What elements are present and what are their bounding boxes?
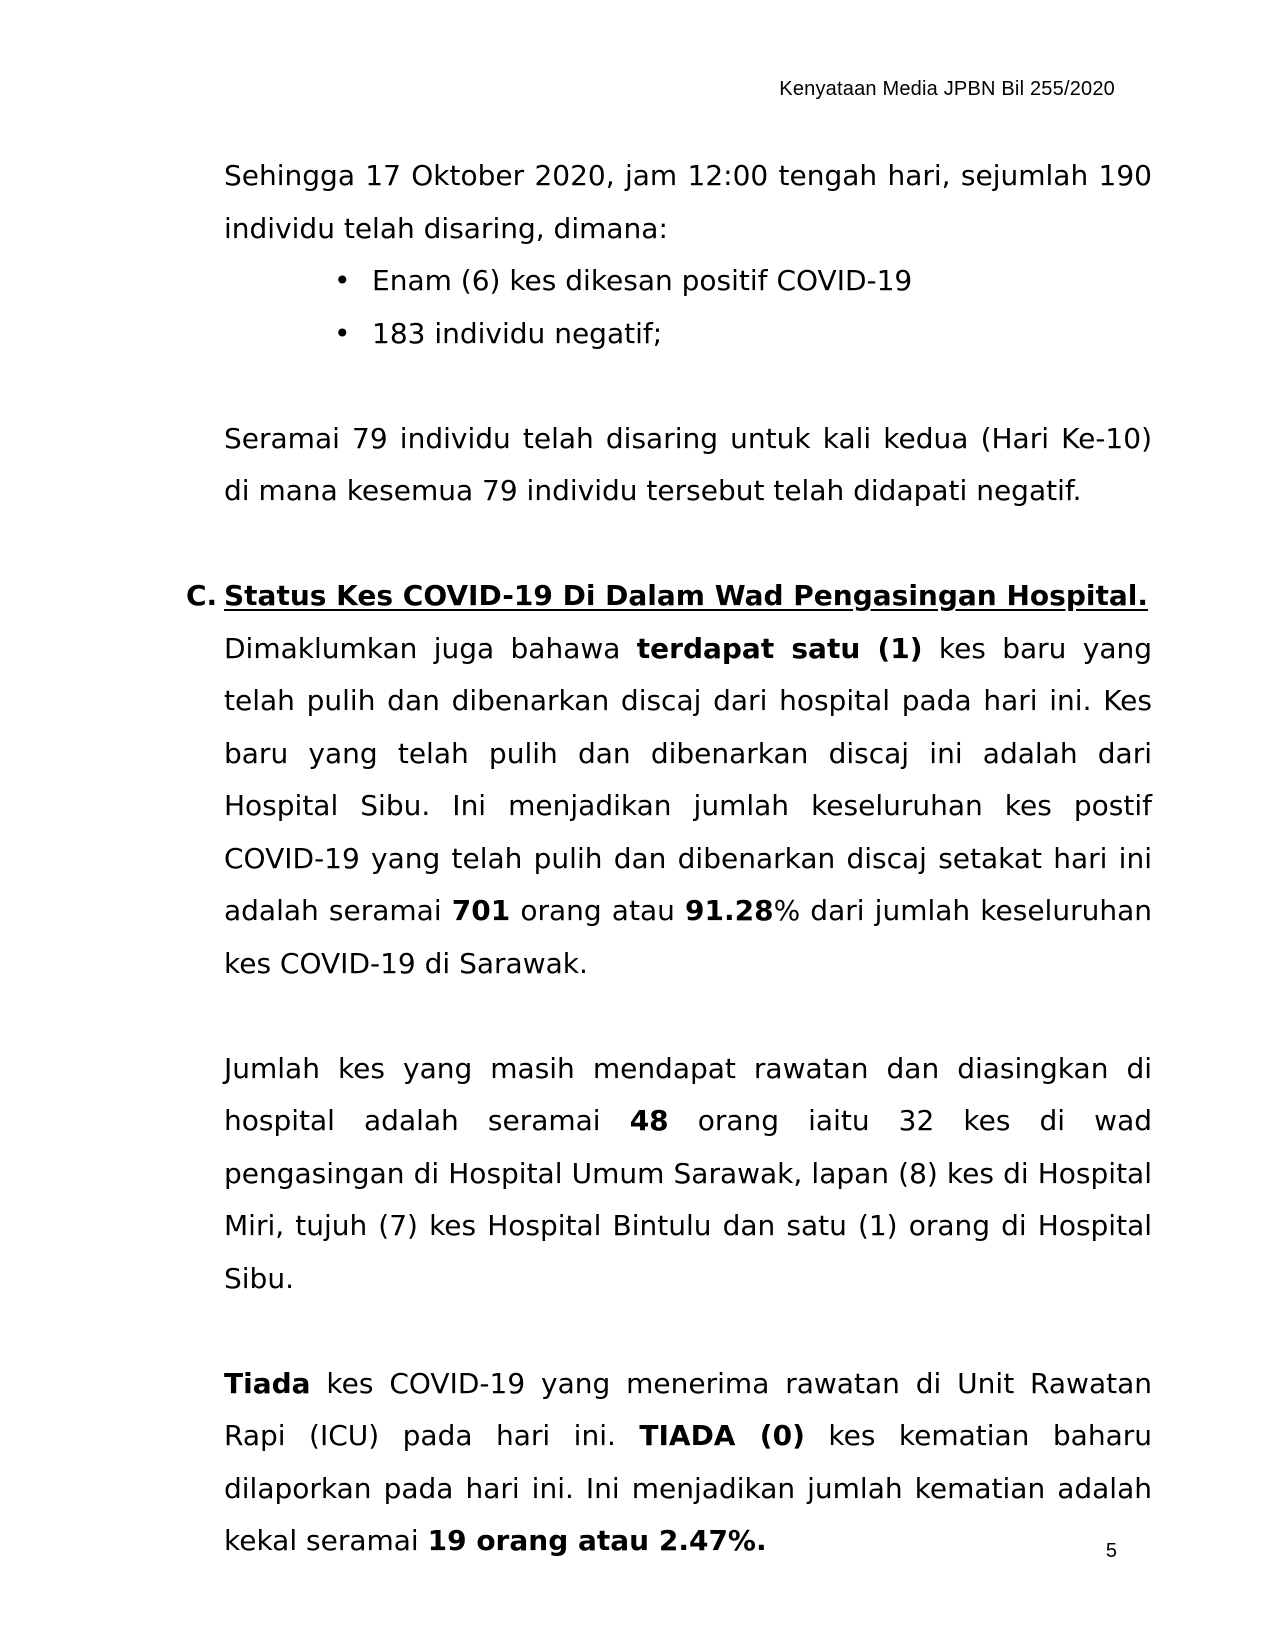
list-item [224, 255, 1152, 308]
bullet-icon: • [334, 264, 351, 297]
icu-text-1: kes COVID-19 yang menerima rawatan di Unit Rawatan Rapi (ICU) pada hari ini. [224, 1366, 1152, 1452]
recovery-text-2: kes baru yang telah pulih dan dibenarkan discaj dari hospital pada hari ini. Kes baru yang telah pulih dan dibenarkan discaj ini adalah dari Hospital Sibu. Ini menjadikan jumlah keseluruhan kes postif COVID-19 yang telah pulih dan dibenarkan discaj setakat hari ini adalah seramai [224, 631, 1152, 927]
list-item [224, 308, 1152, 361]
death-total: 19 orang atau 2.47%. [427, 1524, 767, 1557]
section-title: Status Kes COVID-19 Di Dalam Wad Pengasingan Hospital. [224, 579, 1148, 612]
document-body [186, 150, 1153, 1568]
second-screening-paragraph: Seramai 79 individu telah disaring untuk kali kedua (Hari Ke-10) di mana kesemua 79 individu tersebut telah didapati negatif. [224, 421, 1152, 507]
icu-text-2: kes kematian baharu dilaporkan pada hari ini. Ini menjadikan jumlah kematian adalah kekal seramai [224, 1419, 1152, 1557]
recovered-total: 701 [451, 894, 511, 927]
in-treatment-total: 48 [629, 1104, 669, 1137]
icu-paragraph [224, 1358, 1152, 1568]
new-deaths-count: TIADA (0) [639, 1419, 805, 1452]
spacer [224, 990, 1152, 1043]
recovery-text-1: Dimaklumkan juga bahawa [224, 631, 637, 665]
bullet-icon: • [334, 316, 351, 350]
recovery-paragraph [224, 623, 1152, 991]
recovered-percentage: 91.28 [684, 894, 774, 927]
spacer [224, 518, 1152, 571]
screening-intro-paragraph: Sehingga 17 Oktober 2020, jam 12:00 tengah hari, sejumlah 190 individu telah disaring, dimana: [224, 159, 1152, 245]
screening-results-list [224, 255, 1152, 360]
recovery-bold-count: terdapat satu (1) [636, 631, 923, 665]
section-c-heading [186, 570, 1152, 623]
treatment-text-2: orang iaitu 32 kes di wad pengasingan di Hospital Umum Sarawak, lapan (8) kes di Hospital Miri, tujuh (7) kes Hospital Bintulu dan satu (1) orang di Hospital Sibu. [224, 1104, 1153, 1295]
treatment-text-1: Jumlah kes yang masih mendapat rawatan dan diasingkan di hospital adalah seramai [224, 1051, 1152, 1137]
spacer [224, 1305, 1152, 1358]
page-number: 5 [1105, 1540, 1117, 1562]
recovery-text-3: orang atau [510, 894, 685, 927]
icu-none-label: Tiada [224, 1366, 311, 1400]
document-reference-header: Kenyataan Media JPBN Bil 255/2020 [779, 78, 1115, 100]
spacer [224, 360, 1152, 413]
list-item-text: Enam (6) kes dikesan positif COVID-19 [372, 264, 913, 297]
treatment-paragraph [224, 1043, 1152, 1306]
list-item-text: 183 individu negatif; [372, 316, 663, 350]
section-letter: C. [186, 579, 218, 612]
recovery-text-4: % dari jumlah keseluruhan kes COVID-19 di Sarawak. [224, 894, 1152, 980]
